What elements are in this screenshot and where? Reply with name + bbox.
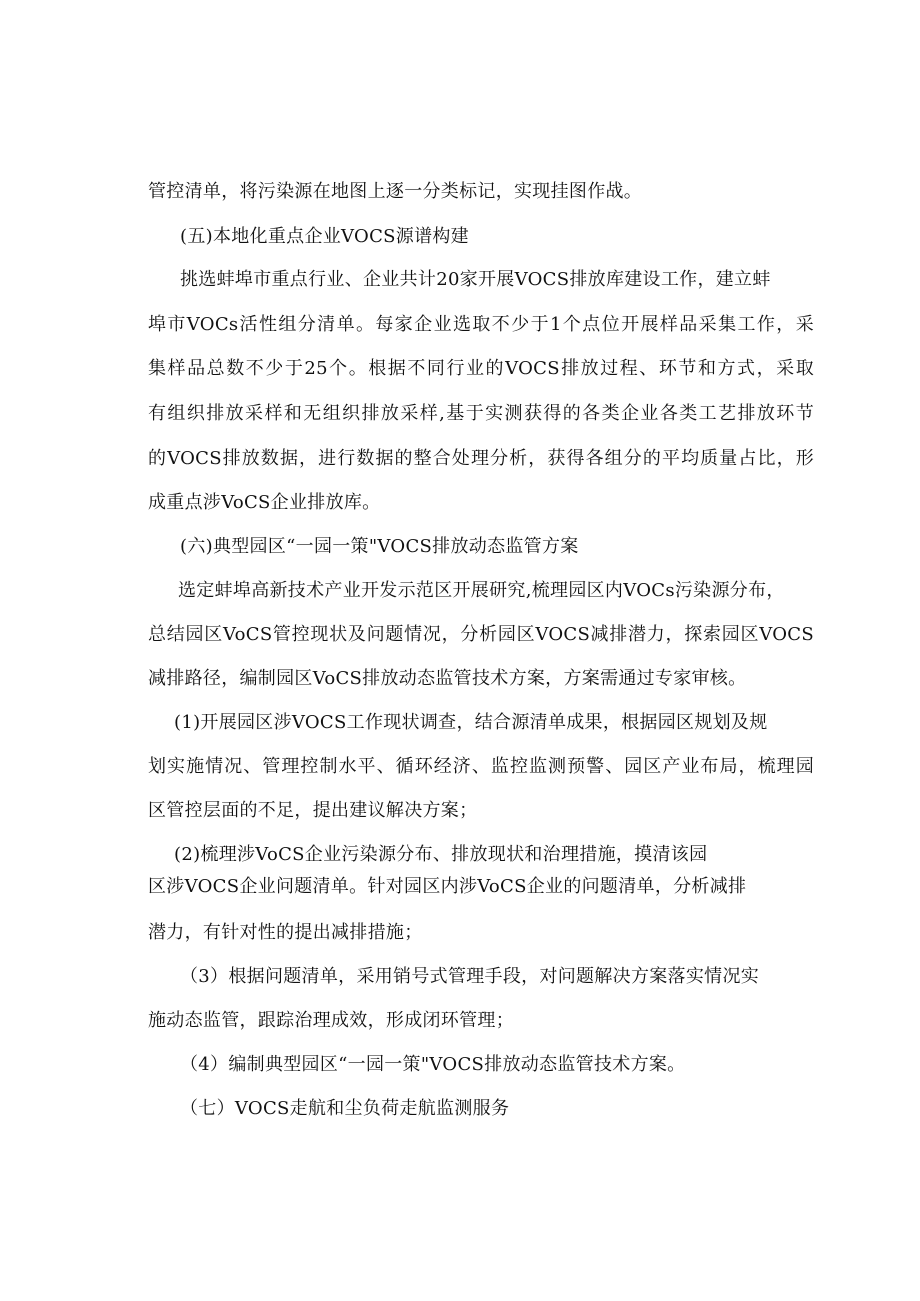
paragraph-line: 有组织排放采样和无组织排放采样,基于实测获得的各类企业各类工艺排放环节 (148, 403, 814, 424)
paragraph-line: 区涉VOCS企业问题清单。针对园区内涉VoCS企业的问题清单，分析减排 (148, 876, 747, 897)
paragraph-line: 的VOCS排放数据，进行数据的整合处理分析，获得各组分的平均质量占比，形 (148, 448, 814, 469)
paragraph-line: 潜力，有针对性的提出减排措施； (148, 922, 423, 943)
paragraph-line: 划实施情况、管理控制水平、循环经济、监控监测预警、园区产业布局，梳理园 (148, 756, 814, 777)
list-item-line: （3）根据问题清单，采用销号式管理手段，对问题解决方案落实情况实 (180, 966, 760, 987)
paragraph-line: 挑选蚌埠市重点行业、企业共计20家开展VOCS排放库建设工作，建立蚌 (180, 269, 771, 290)
paragraph-line: 管控清单，将污染源在地图上逐一分类标记，实现挂图作战。 (148, 181, 643, 202)
section-heading: （七）VOCS走航和尘负荷走航监测服务 (180, 1098, 510, 1119)
list-item-line: (2)梳理涉VoCS企业污染源分布、排放现状和治理措施，摸清该园 (174, 844, 708, 865)
paragraph-line: 施动态监管，跟踪治理成效，形成闭环管理； (148, 1010, 514, 1031)
paragraph-line: 集样品总数不少于25个。根据不同行业的VOCS排放过程、环节和方式，采取 (148, 358, 814, 379)
paragraph-line: 选定蚌埠高新技术产业开发示范区开展研究,梳理园区内VOCs污染源分布， (178, 580, 785, 601)
paragraph-line: 总结园区VoCS管控现状及问题情况，分析园区VOCS减排潜力，探索园区VOCS (148, 624, 814, 645)
section-heading: (六)典型园区“一园一策"VOCS排放动态监管方案 (180, 536, 579, 557)
paragraph-line: 成重点涉VoCS企业排放库。 (148, 492, 381, 513)
section-heading: (五)本地化重点企业VOCS源谱构建 (180, 226, 469, 247)
list-item-line: （4）编制典型园区“一园一策"VOCS排放动态监管技术方案。 (180, 1054, 686, 1075)
paragraph-line: 区管控层面的不足，提出建议解决方案； (148, 800, 478, 821)
paragraph-line: 减排路径，编制园区VoCS排放动态监管技术方案，方案需通过专家审核。 (148, 668, 747, 689)
paragraph-line: 埠市VOCs活性组分清单。每家企业选取不少于1个点位开展样品采集工作，采 (148, 314, 814, 335)
list-item-line: (1)开展园区涉VOCS工作现状调查，结合源清单成果，根据园区规划及规 (174, 712, 768, 733)
